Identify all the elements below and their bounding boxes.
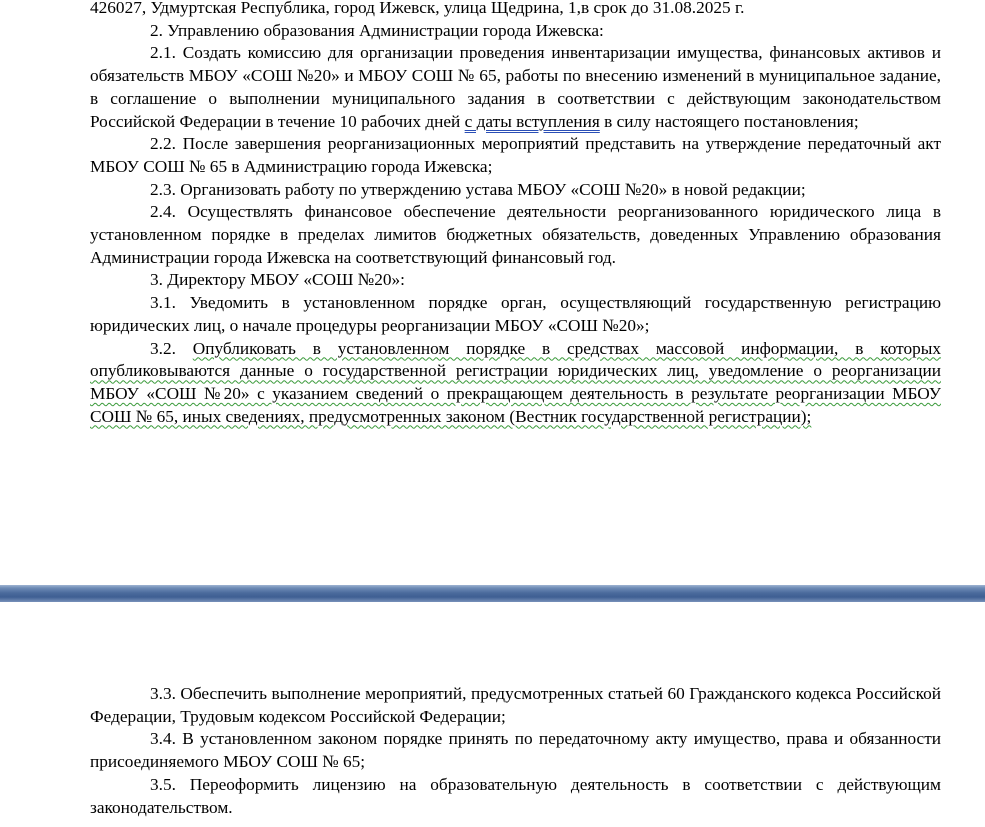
grammar-marked-paragraph: Опубликовать в установленном порядке в средствах массовой информации, в которых опубликовываются данные о государственной регистрации юридических лиц, уведомление о реорганизации МБОУ «СОШ №20» с указанием сведений о прекращающем деятельность в результате реорганизации МБОУ СОШ № 65, иных сведениях, предусмотренных законом (Вестник государственной регистрации); [90,338,941,426]
paragraph-3-5: 3.5. Переоформить лицензию на образовательную деятельность в соответствии с действующим законодательством. [90,774,941,817]
paragraph-2-3: 2.3. Организовать работу по утверждению устава МБОУ «СОШ №20» в новой редакции; [150,179,806,199]
paragraph-3-2-number: 3.2. [150,338,176,358]
paragraph-3-3: 3.3. Обеспечить выполнение мероприятий, предусмотренных статьей 60 Гражданского кодекса Российской Федерации, Трудовым кодексом Российской Федерации; [90,684,941,726]
paragraph-3-1: 3.1. Уведомить в установленном порядке орган, осуществляющий государственную регистрацию юридических лиц, о начале процедуры реорганизации МБОУ «СОШ №20»; [90,293,941,335]
paragraph-2-1-text: 2.1. Создать комиссию для организации проведения инвентаризации имущества, финансовых активов и обязательств МБОУ «СОШ №20» и МБОУ СОШ № 65, работы по внесению изменений в муниципальное задание, в соглашение о выполнении муниципального задания в соответствии с действующим законодательством Российской Федерации в течение 10 рабочих дней [90,43,941,131]
document-body-page-2[interactable] [90,683,941,819]
paragraph-2-1-end: в силу настоящего постановления; [604,111,859,131]
address-line: 426027, Удмуртская Республика, город Ижевск, улица Щедрина, 1,в срок до 31.08.2025 г. [90,0,745,17]
paragraph-3: 3. Директору МБОУ «СОШ №20»: [150,270,405,290]
paragraph-2-2: 2.2. После завершения реорганизационных мероприятий представить на утверждение передаточный акт МБОУ СОШ № 65 в Администрацию города Ижевска; [90,134,941,176]
paragraph-3-4: 3.4. В установленном законом порядке принять по передаточному акту имущество, права и обязанности присоединяемого МБОУ СОШ № 65; [90,729,941,772]
document-body-page-1[interactable] [90,0,941,428]
page-break-separator [0,585,985,602]
paragraph-2: 2. Управлению образования Администрации города Ижевска: [150,20,604,40]
paragraph-3-2 [90,338,941,429]
paragraph-2-1 [90,42,941,133]
paragraph-2-4: 2.4. Осуществлять финансовое обеспечение деятельности реорганизованного юридического лица в установленном порядке в пределах лимитов бюджетных обязательств, доведенных Управлению образования Администрации города Ижевска на соответствующий финансовый год. [90,202,941,267]
spelling-marked-phrase: с даты вступления [464,111,600,131]
